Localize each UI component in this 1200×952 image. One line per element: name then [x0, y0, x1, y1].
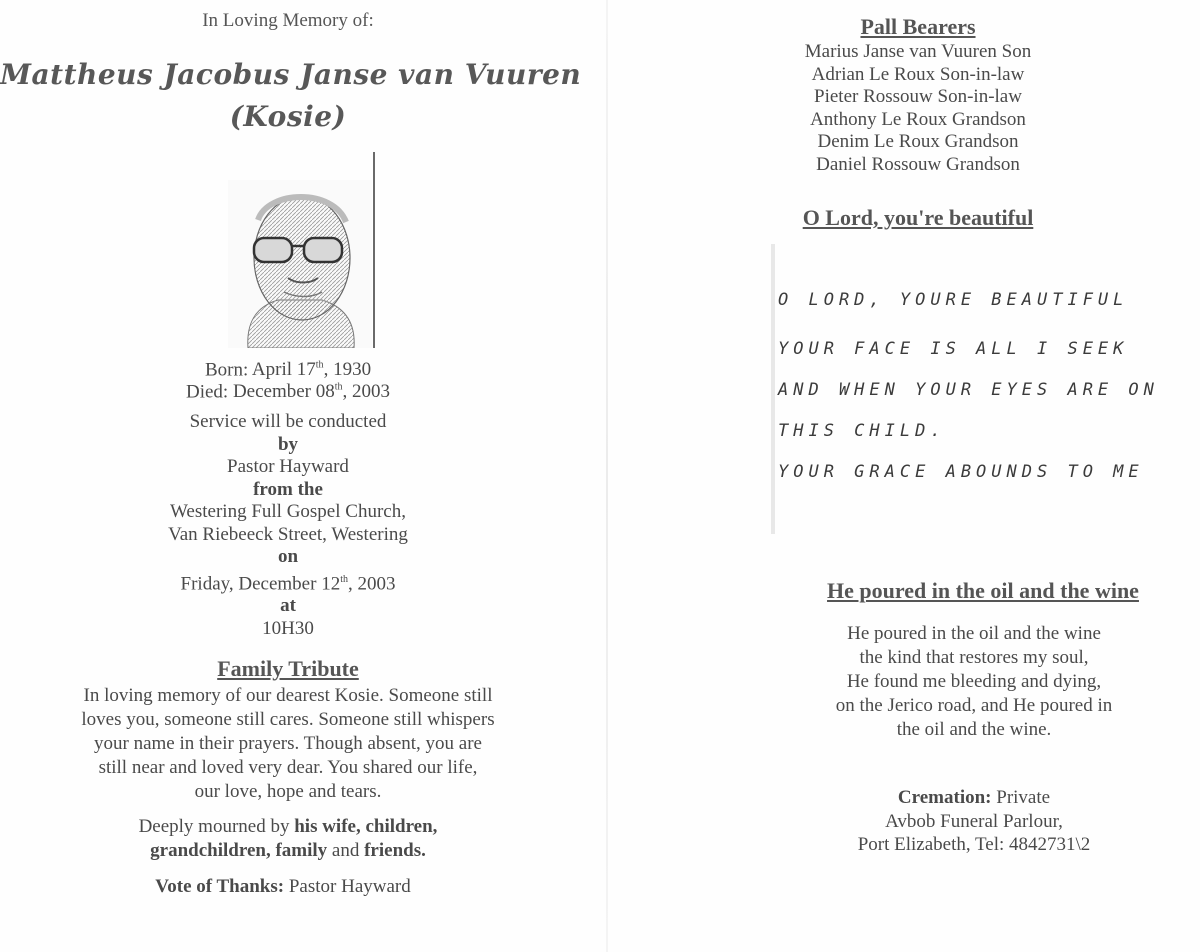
thanks-value: Pastor Hayward — [288, 876, 411, 897]
thanks-label: Vote of Thanks: — [155, 876, 285, 897]
funeral-parlour: Avbob Funeral Parlour, — [885, 811, 1063, 832]
song2-line: He poured in the oil and the wine — [847, 623, 1101, 644]
handwritten-line: THIS CHILD. — [778, 421, 946, 441]
pall-bearer-item: Anthony Le Roux Grandson — [810, 108, 1026, 130]
pall-bearer-item: Adrian Le Roux Son-in-law — [811, 63, 1025, 85]
handwritten-box-edge — [771, 244, 775, 534]
song2-line: the oil and the wine. — [896, 719, 1052, 740]
service-line: Service will be conducted — [189, 411, 387, 432]
deceased-name: Mattheus Jacobus Janse van Vuuren — [0, 58, 582, 91]
service-line: Friday, December 12th, 2003 — [180, 572, 396, 594]
intro-text: In Loving Memory of: — [202, 10, 374, 31]
portrait-image — [228, 180, 372, 348]
family-tribute-heading: Family Tribute — [217, 656, 359, 681]
service-line: on — [277, 546, 299, 567]
service-line: 10H30 — [262, 617, 314, 639]
handwritten-line: YOUR FACE IS ALL I SEEK — [778, 339, 1129, 359]
tribute-line: still near and loved very dear. You shared our life, — [98, 757, 478, 778]
right-panel — [620, 0, 1200, 952]
song2-line: He found me bleeding and dying, — [846, 671, 1102, 692]
song2-line: on the Jerico road, and He poured in — [835, 695, 1113, 716]
family-tribute-text — [0, 684, 576, 804]
service-line: Pastor Hayward — [227, 456, 349, 477]
mourned-line: Deeply mourned by his wife, children, — [138, 816, 438, 837]
died-label: Died: — [185, 381, 229, 403]
service-line: from the — [253, 478, 323, 500]
pall-bearers-heading: Pall Bearers — [860, 14, 976, 39]
mourned-line: grandchildren, family and friends. — [150, 840, 426, 861]
portrait-border — [373, 152, 375, 348]
cremation-value: Private — [996, 787, 1051, 808]
song2-line: the kind that restores my soul, — [859, 647, 1089, 668]
service-line: Westering Full Gospel Church, — [170, 501, 406, 522]
service-line: Van Riebeeck Street, Westering — [168, 523, 408, 545]
pall-bearer-item: Pieter Rossouw Son-in-law — [814, 86, 1022, 107]
handwritten-line: O LORD, YOURE BEAUTIFUL — [778, 290, 1129, 310]
handwritten-line: AND WHEN YOUR EYES ARE ON — [778, 380, 1159, 400]
tribute-line: our love, hope and tears. — [194, 781, 382, 802]
tribute-line: loves you, someone still cares. Someone still whispers — [81, 709, 495, 730]
born-label: Born: — [204, 359, 249, 381]
pall-bearer-item: Marius Janse van Vuuren Son — [804, 41, 1032, 62]
died-line — [0, 377, 576, 404]
song1-heading: O Lord, you're beautiful — [802, 205, 1034, 230]
service-line: by — [277, 433, 299, 455]
pall-bearers-list — [620, 41, 1200, 176]
contact-line: Port Elizabeth, Tel: 4842731\2 — [857, 834, 1091, 855]
handwritten-line: YOUR GRACE ABOUNDS TO ME — [778, 462, 1144, 482]
pall-bearer-item: Denim Le Roux Grandson — [817, 131, 1019, 152]
service-details — [0, 411, 576, 640]
mourned-text — [0, 815, 576, 863]
deceased-nickname: (Kosie) — [229, 100, 347, 133]
cremation-label: Cremation: — [897, 787, 992, 808]
tribute-line: your name in their prayers. Though absent, you are — [94, 733, 482, 754]
song2-heading: He poured in the oil and the wine — [827, 578, 1139, 603]
died-value: December 08th, 2003 — [232, 381, 391, 403]
tribute-line: In loving memory of our dearest Kosie. Someone still — [83, 685, 493, 706]
song2-lyrics — [620, 622, 1200, 742]
cremation-line — [620, 787, 1200, 810]
born-value: April 17th, 1930 — [251, 359, 372, 381]
page-fold — [606, 0, 608, 952]
service-line: at — [280, 595, 296, 617]
vote-of-thanks — [0, 876, 566, 899]
pall-bearer-item: Daniel Rossouw Grandson — [816, 153, 1020, 175]
